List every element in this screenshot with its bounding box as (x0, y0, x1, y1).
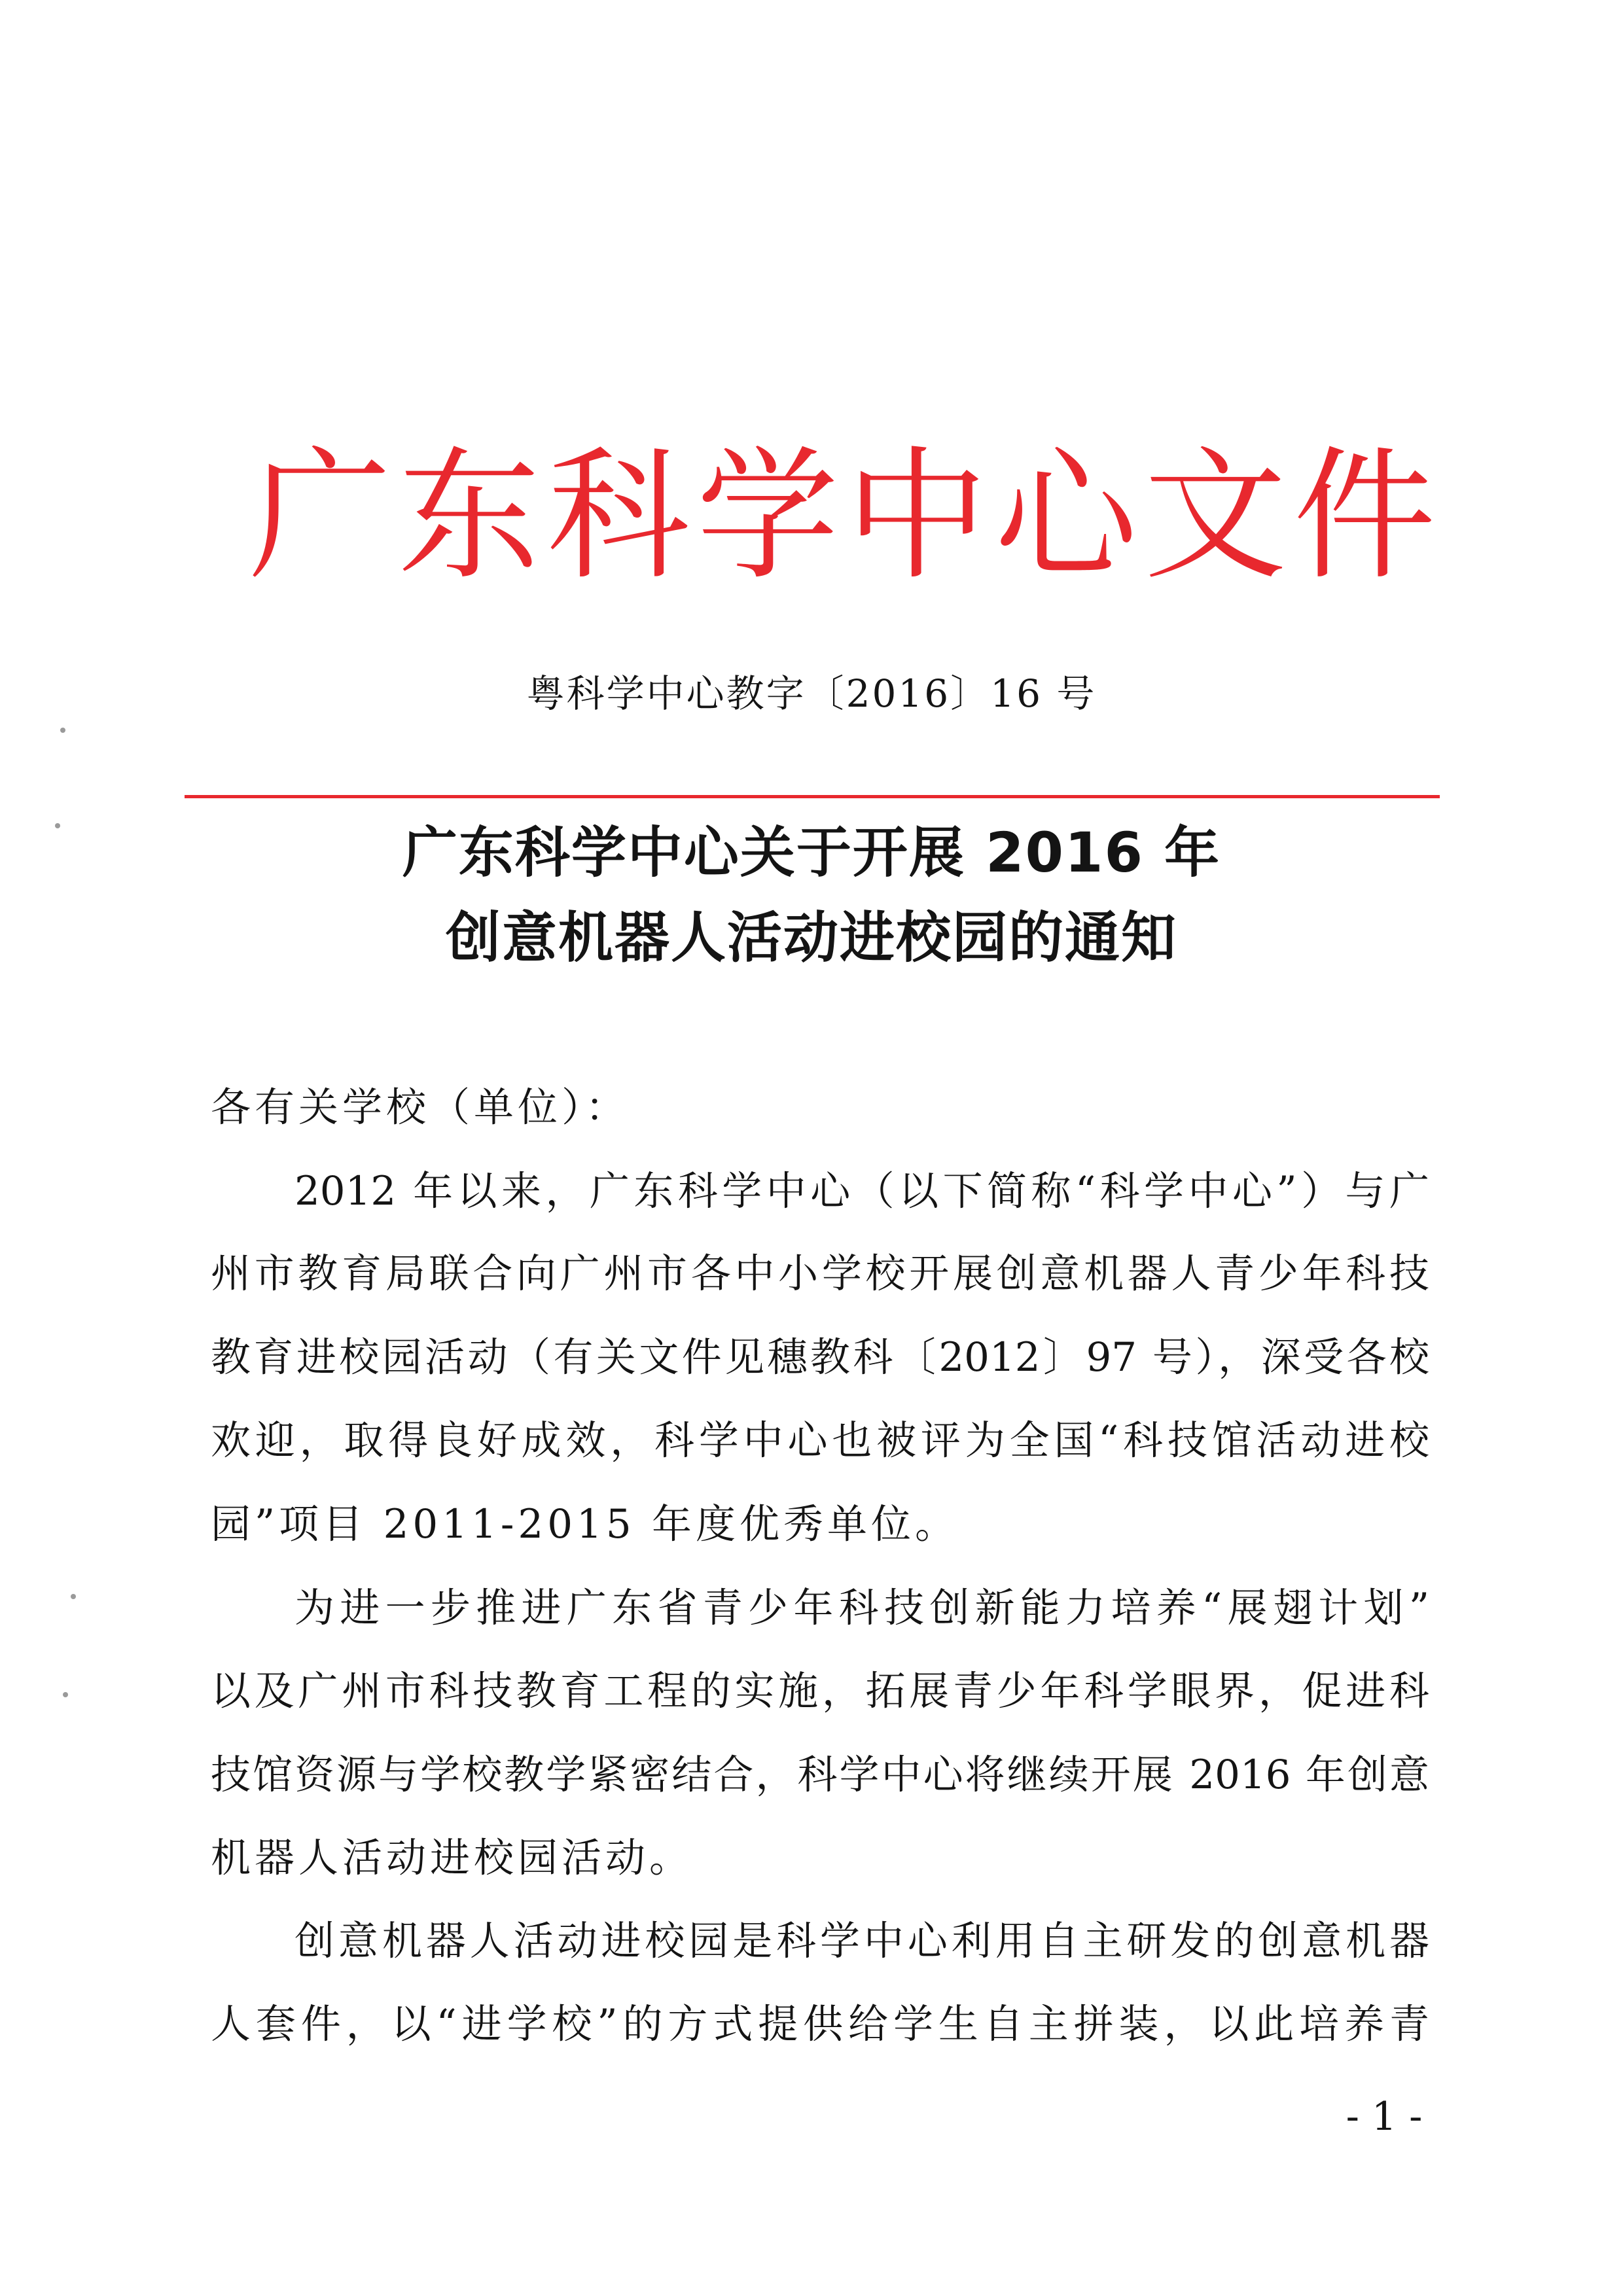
body-line: 2012 年以来，广东科学中心（以下简称“科学中心”）与广 (294, 1168, 1429, 1214)
body-line: 州市教育局联合向广州市各中小学校开展创意机器人青少年科技 (211, 1250, 1429, 1297)
scan-speck (60, 728, 65, 733)
notice-title-line-1: 广东科学中心关于开展 2016 年 (402, 821, 1221, 885)
salutation: 各有关学校（单位）： (211, 1084, 630, 1131)
body-line: 以及广州市科技教育工程的实施，拓展青少年科学眼界，促进科 (211, 1668, 1429, 1714)
body-line: 教育进校园活动（有关文件见穗教科〔2012〕97 号），深受各校 (211, 1334, 1429, 1381)
document-number: 粤科学中心教字〔2016〕16 号 (526, 671, 1097, 716)
scan-speck (71, 1594, 76, 1599)
body-line: 机器人活动进校园活动。 (211, 1835, 694, 1881)
body-line: 创意机器人活动进校园是科学中心利用自主研发的创意机器 (294, 1918, 1429, 1964)
header-divider-rule (185, 795, 1440, 798)
notice-title-line-2: 创意机器人活动进校园的通知 (445, 906, 1177, 970)
body-line: 园”项目 2011-2015 年度优秀单位。 (211, 1501, 959, 1547)
scan-speck (55, 823, 60, 828)
body-line: 欢迎，取得良好成效，科学中心也被评为全国“科技馆活动进校 (211, 1417, 1429, 1464)
document-header-title: 广东科学中心文件 (249, 434, 1442, 599)
body-line: 技馆资源与学校教学紧密结合，科学中心将继续开展 2016 年创意 (211, 1752, 1429, 1798)
body-line: 为进一步推进广东省青少年科技创新能力培养“展翅计划” (294, 1585, 1429, 1631)
scan-speck (63, 1692, 68, 1697)
page-number: - 1 - (1346, 2094, 1423, 2140)
body-line: 人套件，以“进学校”的方式提供给学生自主拼装，以此培养青 (211, 2001, 1429, 2047)
